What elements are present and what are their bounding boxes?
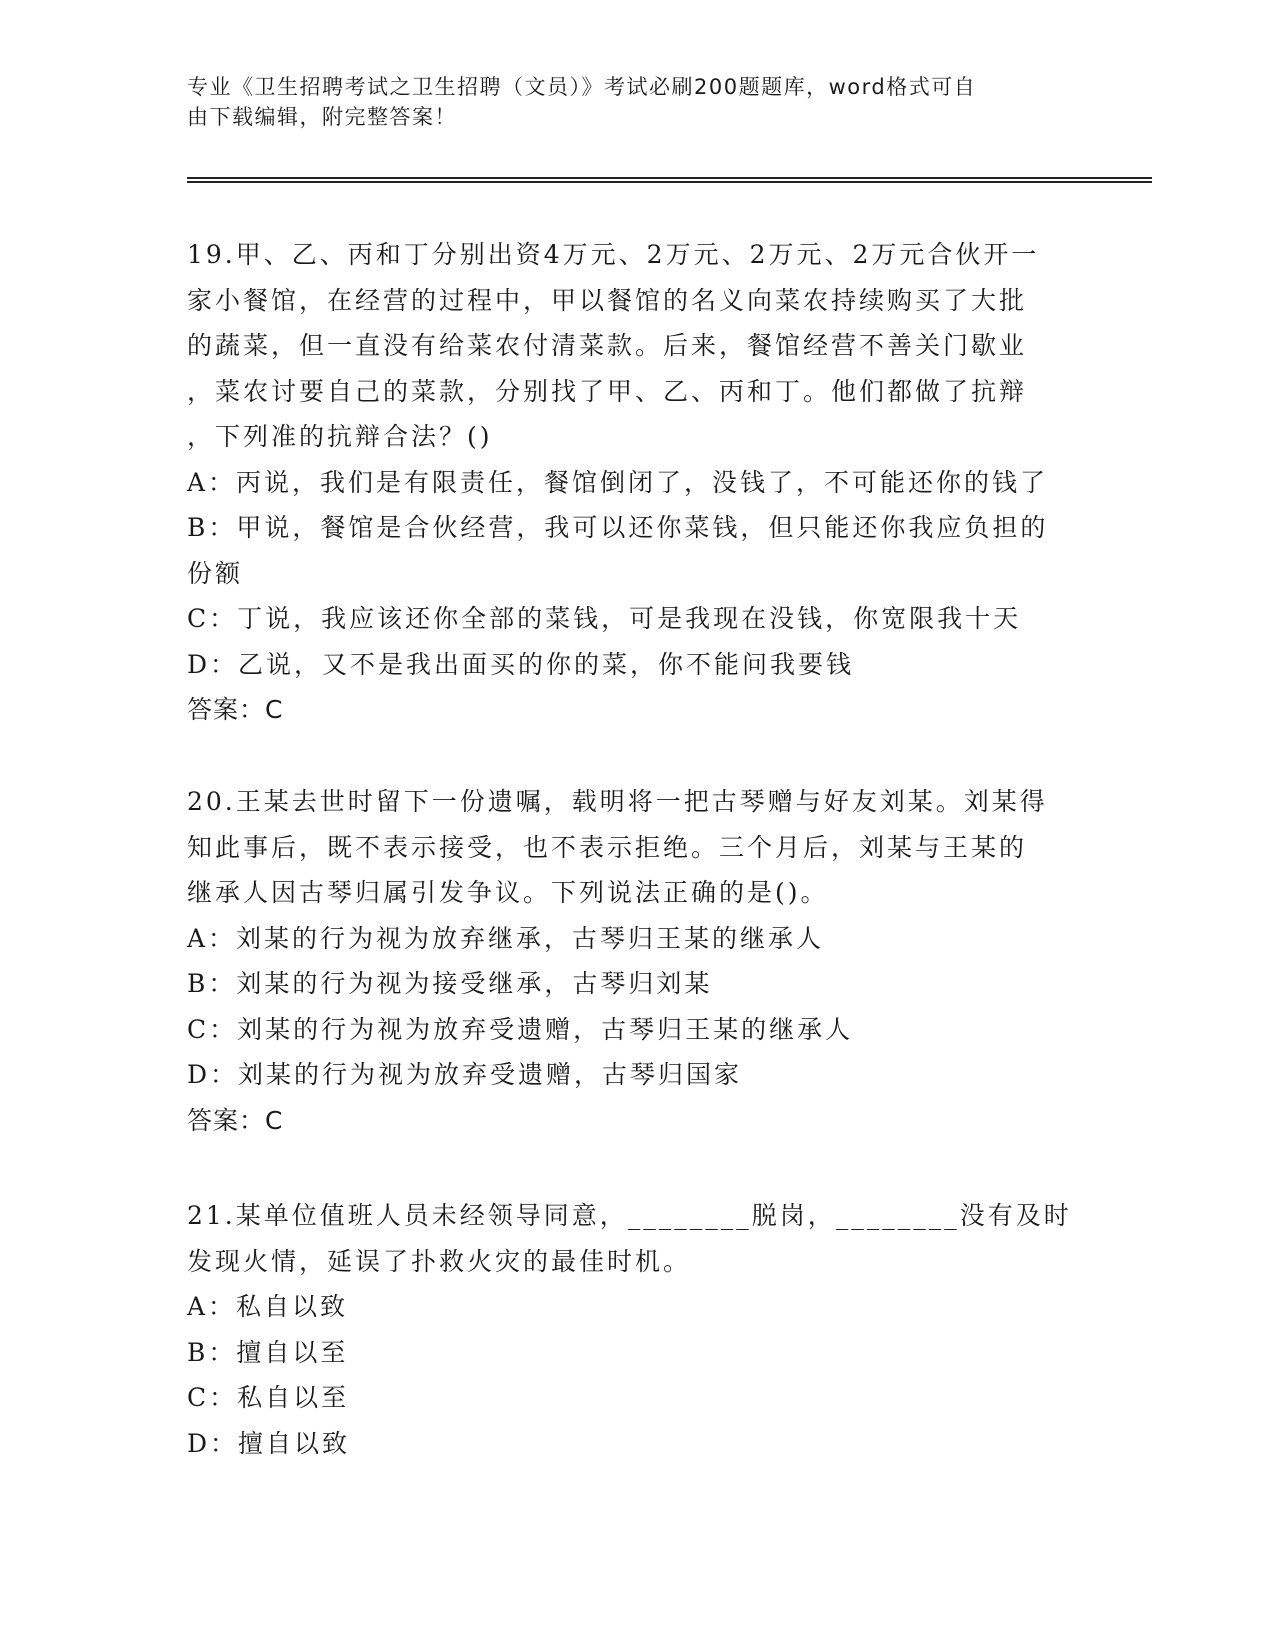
question-stem-line: 知此事后，既不表示接受，也不表示拒绝。三个月后，刘某与王某的 (187, 832, 1028, 862)
option-b: B：擅自以至 (187, 1337, 349, 1367)
answer-label: 答案：C (187, 1105, 284, 1135)
question-stem-line: 21.某单位值班人员未经领导同意，________脱岗，________没有及时 (187, 1201, 1072, 1230)
question-stem-line: 20.王某去世时留下一份遗嘱，载明将一把古琴赠与好友刘某。刘某得 (187, 787, 1048, 816)
option-b: B：甲说，餐馆是合伙经营，我可以还你菜钱，但只能还你我应负担的 (187, 513, 1049, 542)
question-stem-line: ，菜农讨要自己的菜款，分别找了甲、乙、丙和丁。他们都做了抗辩 (187, 376, 1028, 406)
document-header (187, 72, 1087, 132)
answer-label: 答案：C (187, 695, 284, 724)
option-c: C：私自以至 (187, 1383, 350, 1412)
header-line: 由下载编辑，附完整答案！ (187, 105, 457, 129)
question-stem-line: 的蔬菜，但一直没有给菜农付清菜款。后来，餐馆经营不善关门歇业 (187, 331, 1028, 360)
option-b: B：刘某的行为视为接受继承，古琴归刘某 (187, 969, 713, 998)
option-d: D：乙说，又不是我出面买的你的菜，你不能问我要钱 (187, 649, 855, 679)
option-d: D：擅自以致 (187, 1428, 351, 1458)
header-divider (187, 177, 1152, 183)
option-c: C：丁说，我应该还你全部的菜钱，可是我现在没钱，你宽限我十天 (187, 604, 1022, 633)
option-a: A：私自以致 (187, 1292, 349, 1321)
question-20 (187, 779, 1087, 1143)
option-b-continued: 份额 (187, 558, 244, 588)
question-stem-line: 继承人因古琴归属引发争议。下列说法正确的是()。 (187, 878, 829, 907)
header-line: 专业《卫生招聘考试之卫生招聘（文员）》考试必刷200题题库，word格式可自 (187, 75, 977, 99)
option-a: A：丙说，我们是有限责任，餐馆倒闭了，没钱了，不可能还你的钱了 (187, 467, 1049, 497)
option-a: A：刘某的行为视为放弃继承，古琴归王某的继承人 (187, 923, 825, 953)
question-stem-line: 家小餐馆，在经营的过程中，甲以餐馆的名义向菜农持续购买了大批 (187, 285, 1028, 315)
question-stem-line: 19.甲、乙、丙和丁分别出资4万元、2万元、2万元、2万元合伙开一 (187, 240, 1040, 269)
question-stem-line: 发现火情，延误了扑救火灾的最佳时机。 (187, 1246, 692, 1276)
question-stem-line: ，下列准的抗辩合法？() (187, 422, 493, 451)
option-d: D：刘某的行为视为放弃受遗赠，古琴归国家 (187, 1060, 743, 1089)
question-19 (187, 232, 1087, 733)
question-21 (187, 1193, 1087, 1466)
option-c: C：刘某的行为视为放弃受遗赠，古琴归王某的继承人 (187, 1014, 854, 1044)
